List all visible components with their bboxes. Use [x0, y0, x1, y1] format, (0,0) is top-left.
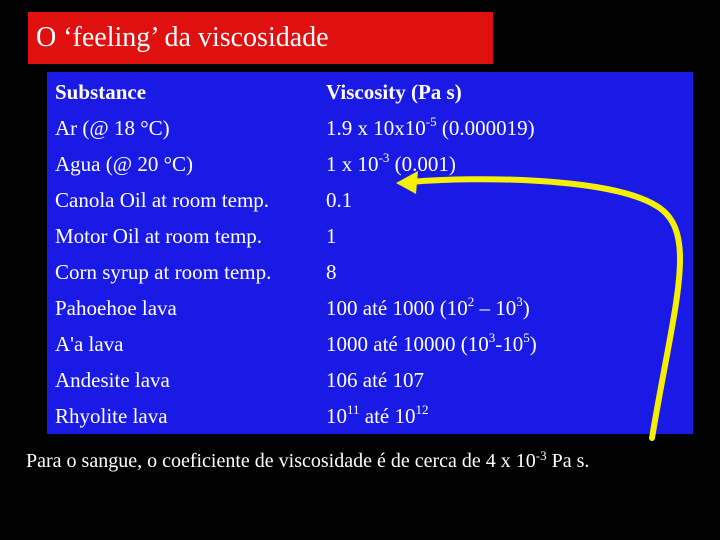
substance-cell: Canola Oil at room temp. [55, 188, 270, 212]
header-viscosity: Viscosity (Pa s) [326, 80, 462, 104]
text-segment: 0.1 [326, 188, 353, 212]
exponent: 3 [488, 330, 496, 345]
text-segment: ) [529, 332, 537, 356]
text-segment: – 10 [474, 296, 517, 320]
substance-cell: Corn syrup at room temp. [55, 260, 272, 284]
text-segment: Pa s. [546, 450, 590, 472]
substance-cell: Motor Oil at room temp. [55, 224, 263, 248]
text-segment: Para o sangue, o coeficiente de viscosidade é de cerca de 4 x 10 [26, 450, 536, 472]
slide-title: O ‘feeling’ da viscosidade [36, 22, 329, 53]
substance-cell: A'a lava [55, 332, 124, 356]
exponent: -3 [378, 150, 390, 165]
text-segment: 1000 até 10000 (10 [326, 332, 489, 356]
substance-cell: Agua (@ 20 °C) [55, 152, 193, 176]
substance-cell: Pahoehoe lava [55, 296, 177, 320]
text-segment: -10 [495, 332, 524, 356]
text-segment: 100 até 1000 (10 [326, 296, 468, 320]
substance-cell: Ar (@ 18 °C) [55, 116, 170, 140]
exponent: 12 [415, 402, 429, 417]
exponent: -3 [535, 448, 547, 463]
text-segment: (0.001) [389, 152, 456, 176]
substance-cell: Rhyolite lava [55, 404, 168, 428]
text-segment: ) [522, 296, 530, 320]
text-segment: 106 até 107 [326, 368, 424, 392]
exponent: 11 [347, 402, 360, 417]
text-segment: 10 [326, 404, 347, 428]
exponent: 5 [523, 330, 530, 345]
text-segment: (0.000019) [436, 116, 535, 140]
exponent: -5 [425, 114, 437, 129]
exponent: 3 [516, 294, 523, 309]
text-segment: 1 x 10 [326, 152, 379, 176]
text-segment: 1 [326, 224, 337, 248]
text-segment: 8 [326, 260, 337, 284]
arrow-head [396, 171, 418, 194]
header-substance: Substance [55, 80, 147, 104]
text-segment: 1.9 x 10x10 [326, 116, 426, 140]
arrow-curve [410, 179, 680, 438]
text-segment: até 10 [359, 404, 416, 428]
substance-cell: Andesite lava [55, 368, 170, 392]
exponent: 2 [467, 294, 475, 309]
